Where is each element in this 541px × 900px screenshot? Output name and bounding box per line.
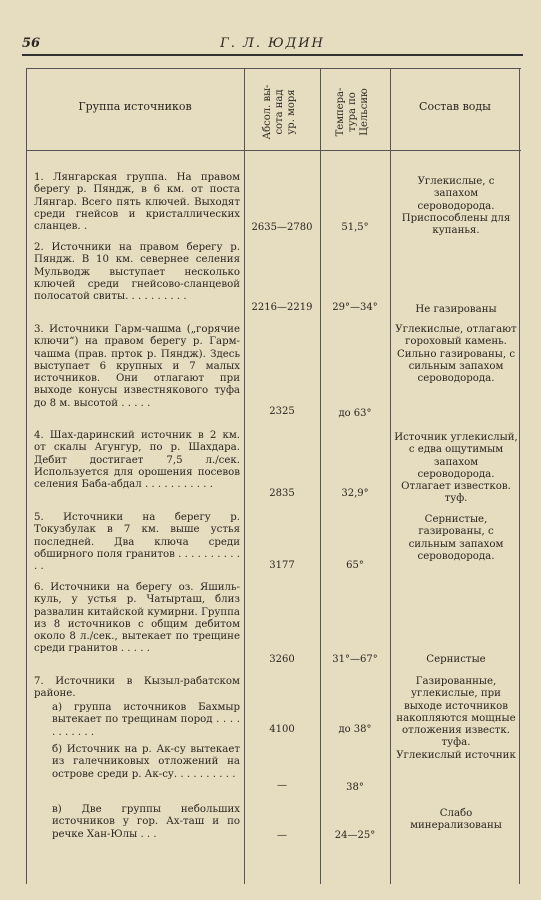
table-row: [26, 242, 521, 316]
water-composition: Слабо минерализованы: [410, 808, 502, 832]
altitude-value: 2635—2780: [251, 222, 313, 233]
table-row: [26, 804, 521, 844]
running-title: Г. Л. ЮДИН: [220, 36, 325, 51]
water-composition: Сернистые: [426, 654, 486, 665]
altitude-value: —: [277, 780, 287, 791]
water-composition: Газированные, углекислые, при выходе источников накопляются мощные отложения известк. туфа.: [396, 676, 516, 749]
table-row: [26, 512, 521, 574]
altitude-value: 3177: [269, 560, 295, 571]
temperature-value: 29°—34°: [332, 302, 378, 313]
altitude-value: —: [277, 830, 287, 841]
water-composition: Углекислый источник: [396, 750, 516, 761]
water-composition: Углекислые, отлагают гороховый камень. Сильно газированы, с сильным запахом сероводорода.: [395, 324, 517, 385]
column-header-composition: Состав воды: [419, 100, 491, 113]
spring-description: 7. Источники в Кызыл-рабатском районе.: [34, 676, 240, 700]
spring-description: а) группа источников Бахмыр вытекает по трещинам пород . . . . . . . . . . .: [52, 702, 240, 738]
temperature-value: 32,9°: [341, 488, 369, 499]
spring-description: 6. Источники на берегу оз. Яшиль-куль, у устья р. Чатырташ, близ развалин китайской кумирни. Группа из 8 источников с общим дебитом около 8 л./сек., вытекает по трещине среди гранитов . . . . .: [34, 582, 240, 655]
altitude-value: 2216—2219: [251, 302, 313, 313]
temperature-value: 38°: [346, 782, 364, 793]
altitude-value: 2325: [269, 406, 295, 417]
temperature-value: 31°—67°: [332, 654, 378, 665]
spring-description: 2. Источники на правом берегу р. Пяндж. В 10 км. севернее селения Мульводж выступает несколько ключей среди гнейсово-сланцевой полосатой свиты. . . . . . . . . .: [34, 242, 240, 303]
table-row: [26, 744, 521, 792]
water-composition: Не газированы: [415, 304, 497, 315]
temperature-value: 51,5°: [341, 222, 369, 233]
table-row: [26, 430, 521, 505]
column-header-temperature: Темпера- тура по Цельсию: [335, 87, 370, 137]
table-top-rule: [26, 68, 521, 69]
spring-description: 3. Источники Гарм-чашма („горячие ключи“) на правом берегу р. Гарм-чашма (прав. прток р. Пяндж). Здесь выступает 6 крупных и 7 малых источников. Они отлагают при выходе конусы известнякового туфа до 8 м. высотой . . . . .: [34, 324, 240, 409]
altitude-value: 2835: [269, 488, 295, 499]
water-composition: Источник углекислый, с едва ощутимым запахом сероводорода. Отлагает известков. туф.: [394, 432, 518, 505]
spring-description: 1. Лянгарская группа. На правом берегу р. Пяндж, в 6 км. от поста Лянгар. Всего пять ключей. Выходят среди гнейсов и кристаллических сланцев. .: [34, 172, 240, 233]
temperature-value: 24—25°: [334, 830, 376, 841]
temperature-value: до 38°: [338, 724, 372, 735]
spring-description: 4. Шах-даринский источник в 2 км. от скалы Агунгур, по р. Шахдара. Дебит достигает 7,5 л./сек. Используется для орошения посевов селения Баба-абдал . . . . . . . . . . .: [34, 430, 240, 491]
header-rule: [22, 54, 523, 56]
column-header-group: Группа источников: [78, 100, 192, 113]
table-row: [26, 324, 521, 420]
column-header-altitude: Абсол. вы- сота над ур. моря: [262, 84, 297, 140]
altitude-value: 4100: [269, 724, 295, 735]
table-row: [26, 582, 521, 668]
temperature-value: до 63°: [338, 408, 372, 419]
page-number: 56: [22, 36, 41, 51]
spring-description: 5. Источники на берегу р. Токузбулак в 7 км. выше устья последней. Два ключа среди обширного поля гранитов . . . . . . . . . . . .: [34, 512, 240, 573]
water-composition: Углекислые, с запахом сероводорода. Приспособлены для купанья.: [401, 176, 511, 237]
table-row: [26, 172, 521, 237]
temperature-value: 65°: [346, 560, 364, 571]
spring-description: в) Две группы небольших источников у гор. Ах-таш и по речке Хан-Юлы . . .: [52, 804, 240, 840]
altitude-value: 3260: [269, 654, 295, 665]
spring-description: б) Источник на р. Ак-су вытекает из галечниковых отложений на острове среди р. Ак-су. . . . . . . . . .: [52, 744, 240, 780]
page-header: [22, 36, 523, 54]
water-composition: Сернистые, газированы, с сильным запахом сероводорода.: [408, 514, 504, 562]
